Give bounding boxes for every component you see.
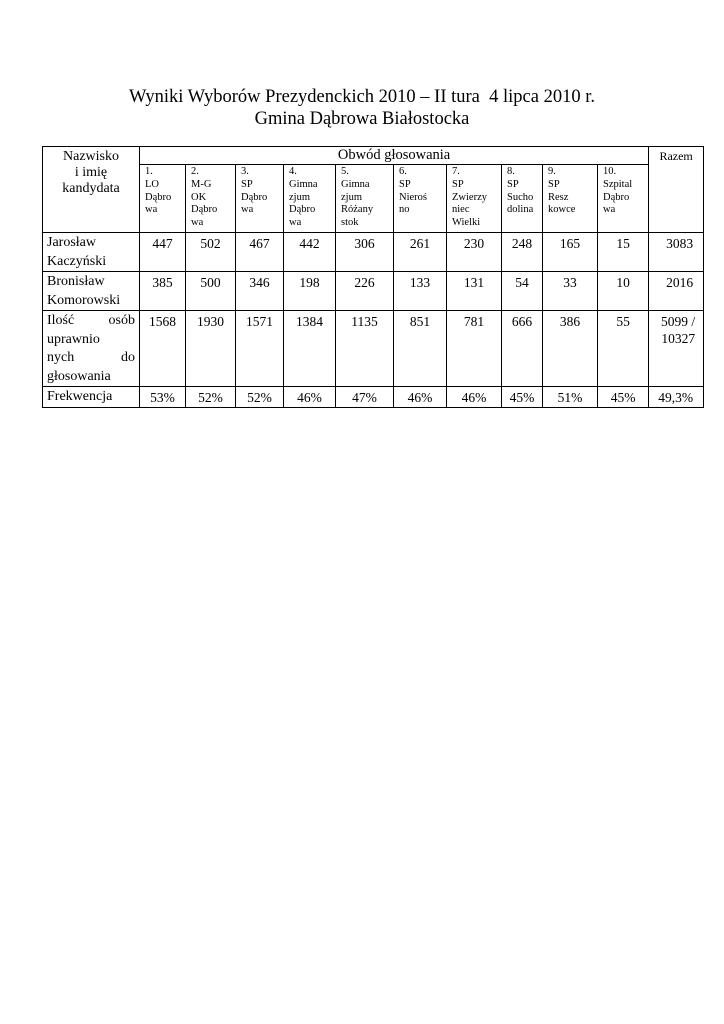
district-label-line: Różany [341, 204, 374, 216]
district-header-6 [394, 165, 447, 233]
district-label-line: wa [241, 204, 254, 216]
district-header-7 [447, 165, 502, 233]
value-cell: 54 [502, 272, 543, 311]
total-cell [649, 272, 704, 311]
row-label-line: nych do [47, 350, 135, 365]
value-cell: 51% [543, 387, 598, 408]
total-value-line: 5099 / [660, 314, 696, 329]
value-cell: 467 [236, 233, 284, 272]
table-row [43, 387, 704, 408]
value-cell: 165 [543, 233, 598, 272]
value-cell: 306 [336, 233, 394, 272]
district-label-line: 3. [241, 166, 249, 177]
results-table [42, 146, 704, 408]
value-cell: 666 [502, 311, 543, 387]
district-header-4 [284, 165, 336, 233]
total-value-line: 10327 [661, 331, 696, 346]
district-label-line: SP [548, 178, 560, 190]
value-cell: 447 [140, 233, 186, 272]
value-cell: 45% [502, 387, 543, 408]
value-cell: 33 [543, 272, 598, 311]
value-cell: 442 [284, 233, 336, 272]
district-label-line: kowce [548, 204, 576, 216]
value-cell: 52% [186, 387, 236, 408]
total-value-line: 2016 [666, 275, 694, 290]
title-line-2: Gmina Dąbrowa Białostocka [254, 109, 470, 129]
value-cell: 385 [140, 272, 186, 311]
table-row [43, 311, 704, 387]
total-cell [649, 387, 704, 408]
district-label-line: Gimna [289, 178, 318, 190]
row-label-line: uprawnio [47, 331, 100, 347]
district-label-line: wa [145, 204, 158, 216]
row-label-line: Kaczyński [47, 253, 107, 269]
district-label-line: zjum [289, 191, 310, 203]
district-label-line: Zwierzy [452, 191, 487, 203]
district-label-line: Wielki [452, 217, 481, 229]
district-label-line: M-G [191, 178, 212, 190]
district-header-2 [186, 165, 236, 233]
value-cell: 45% [598, 387, 649, 408]
value-cell: 131 [447, 272, 502, 311]
district-label-line: wa [191, 217, 204, 229]
district-label-line: 4. [289, 166, 297, 177]
district-label-line: SP [452, 178, 464, 190]
candidate-header-line: Nazwisko [63, 149, 119, 164]
value-cell: 386 [543, 311, 598, 387]
district-label-line: SP [399, 178, 411, 190]
district-label-line: Dąbro [289, 204, 316, 216]
district-row [43, 165, 704, 233]
row-label-line: głosowania [47, 368, 111, 384]
district-label-line: Dąbro [191, 204, 218, 216]
value-cell: 230 [447, 233, 502, 272]
total-value-line: 3083 [666, 236, 694, 251]
district-label-line: Resz [548, 191, 569, 203]
district-header-8 [502, 165, 543, 233]
value-cell: 1930 [186, 311, 236, 387]
value-cell: 781 [447, 311, 502, 387]
row-label-line: Bronisław [47, 274, 105, 289]
district-label-line: stok [341, 217, 359, 229]
district-label-line: 6. [399, 166, 407, 177]
district-header-5 [336, 165, 394, 233]
district-label-line: Gimna [341, 178, 370, 190]
district-label-line: wa [603, 204, 616, 216]
district-label-line: Szpital [603, 178, 633, 190]
district-header-10 [598, 165, 649, 233]
value-cell: 226 [336, 272, 394, 311]
district-label-line: Dąbro [241, 191, 268, 203]
candidate-header-line: kandydata [62, 181, 120, 196]
row-label-line: Ilość osób [47, 313, 135, 328]
district-label-line: Dąbro [603, 191, 630, 203]
district-header-1 [140, 165, 186, 233]
district-label-line: 1. [145, 166, 153, 177]
district-label-line: 7. [452, 166, 460, 177]
value-cell: 1568 [140, 311, 186, 387]
value-cell: 851 [394, 311, 447, 387]
district-label-line: no [399, 204, 410, 216]
district-label-line: 5. [341, 166, 349, 177]
value-cell: 248 [502, 233, 543, 272]
district-header-3 [236, 165, 284, 233]
district-label-line: 9. [548, 166, 556, 177]
value-cell: 10 [598, 272, 649, 311]
table-row [43, 233, 704, 272]
district-label-line: dolina [507, 204, 534, 216]
district-label-line: Dąbro [145, 191, 172, 203]
total-header-cell: Razem [649, 147, 704, 233]
table-body [43, 147, 704, 408]
district-header-9 [543, 165, 598, 233]
row-label-line: Jarosław [47, 235, 96, 250]
row-label-line: Frekwencja [47, 389, 113, 404]
header-row [43, 147, 704, 165]
value-cell: 46% [284, 387, 336, 408]
title-line-1: Wyniki Wyborów Prezydenckich 2010 – II tura 4 lipca 2010 r. [129, 87, 595, 107]
row-label-line: Komorowski [47, 292, 121, 308]
value-cell: 47% [336, 387, 394, 408]
district-label-line: niec [452, 204, 470, 216]
value-cell: 46% [447, 387, 502, 408]
district-label-line: zjum [341, 191, 362, 203]
value-cell: 261 [394, 233, 447, 272]
value-cell: 502 [186, 233, 236, 272]
district-label-line: Sucho [507, 191, 534, 203]
document-title [0, 86, 724, 130]
district-label-line: SP [241, 178, 253, 190]
total-value-line: 49,3% [658, 390, 694, 405]
value-cell: 198 [284, 272, 336, 311]
district-label-line: 8. [507, 166, 515, 177]
value-cell: 500 [186, 272, 236, 311]
value-cell: 1135 [336, 311, 394, 387]
value-cell: 1384 [284, 311, 336, 387]
value-cell: 346 [236, 272, 284, 311]
candidate-header-cell [43, 147, 140, 233]
value-cell: 15 [598, 233, 649, 272]
value-cell: 133 [394, 272, 447, 311]
value-cell: 52% [236, 387, 284, 408]
value-cell: 46% [394, 387, 447, 408]
district-label-line: OK [191, 191, 207, 203]
district-label-line: LO [145, 178, 159, 190]
district-label-line: SP [507, 178, 519, 190]
candidate-header-line: i imię [74, 165, 108, 180]
total-cell [649, 233, 704, 272]
total-cell [649, 311, 704, 387]
row-label-cell [43, 311, 140, 387]
value-cell: 53% [140, 387, 186, 408]
district-label-line: wa [289, 217, 302, 229]
value-cell: 1571 [236, 311, 284, 387]
table-row [43, 272, 704, 311]
row-label-cell [43, 387, 140, 408]
row-label-cell [43, 233, 140, 272]
row-label-cell [43, 272, 140, 311]
value-cell: 55 [598, 311, 649, 387]
district-label-line: 2. [191, 166, 199, 177]
district-header-cell: Obwód głosowania [140, 147, 649, 165]
district-label-line: 10. [603, 166, 617, 177]
district-label-line: Nieroś [399, 191, 427, 203]
